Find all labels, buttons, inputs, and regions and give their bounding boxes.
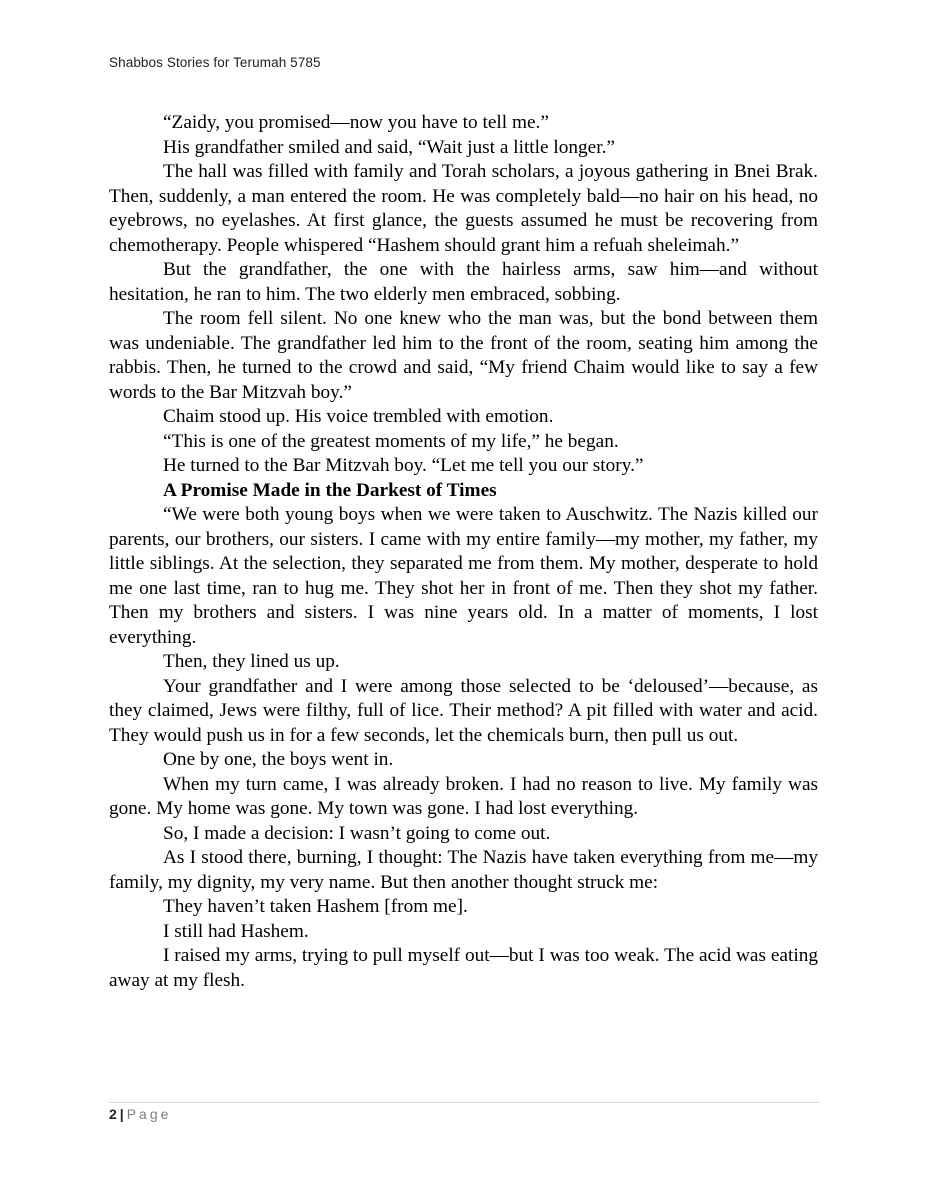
page-footer	[109, 1106, 171, 1122]
paragraph: One by one, the boys went in.	[163, 749, 394, 770]
paragraph: The hall was filled with family and Torah scholars, a joyous gathering in Bnei Brak. Then, suddenly, a man entered the room. He was completely bald—no hair on his head, no eyebrows, no eyelashes. At first glance, the guests assumed he must be recovering from chemotherapy. People whispered “Hashem should grant him a refuah sheleimah.”	[109, 161, 818, 256]
paragraph: “We were both young boys when we were taken to Auschwitz. The Nazis killed our parents, our brothers, our sisters. I came with my entire family—my mother, my father, my little siblings. At the selection, they separated me from them. My mother, desperate to hold me one last time, ran to hug me. They shot her in front of me. Then they shot my father. Then my brothers and sisters. I was nine years old. In a matter of moments, I lost everything.	[109, 504, 818, 648]
page-number: 2	[109, 1106, 117, 1122]
page-header-title: Shabbos Stories for Terumah 5785	[109, 55, 321, 70]
paragraph: I raised my arms, trying to pull myself out—but I was too weak. The acid was eating away at my flesh.	[109, 945, 818, 991]
paragraph: Your grandfather and I were among those selected to be ‘deloused’—because, as they claimed, Jews were filthy, full of lice. Their method? A pit filled with water and acid. They would push us in for a few seconds, let the chemicals burn, then pull us out.	[109, 675, 818, 746]
page-label: Page	[126, 1106, 172, 1122]
paragraph: Chaim stood up. His voice trembled with emotion.	[163, 406, 554, 427]
section-heading: A Promise Made in the Darkest of Times	[163, 479, 497, 501]
document-body	[109, 111, 818, 993]
paragraph: So, I made a decision: I wasn’t going to come out.	[163, 822, 551, 844]
paragraph: They haven’t taken Hashem [from me].	[163, 896, 468, 917]
paragraph: He turned to the Bar Mitzvah boy. “Let me tell you our story.”	[163, 455, 644, 476]
paragraph: As I stood there, burning, I thought: The Nazis have taken everything from me—my family, my dignity, my very name. But then another thought struck me:	[109, 847, 818, 893]
paragraph: When my turn came, I was already broken. I had no reason to live. My family was gone. My home was gone. My town was gone. I had lost everything.	[109, 773, 818, 819]
paragraph: “This is one of the greatest moments of my life,” he began.	[163, 430, 619, 452]
footer-divider	[109, 1102, 820, 1103]
paragraph: “Zaidy, you promised—now you have to tell me.”	[163, 112, 549, 133]
paragraph: I still had Hashem.	[163, 920, 309, 942]
paragraph: Then, they lined us up.	[163, 651, 340, 672]
paragraph: But the grandfather, the one with the hairless arms, saw him—and without hesitation, he ran to him. The two elderly men embraced, sobbing.	[109, 259, 818, 305]
footer-separator: |	[119, 1106, 124, 1122]
paragraph: His grandfather smiled and said, “Wait just a little longer.”	[163, 136, 615, 158]
paragraph: The room fell silent. No one knew who the man was, but the bond between them was undeniable. The grandfather led him to the front of the room, seating him among the rabbis. Then, he turned to the crowd and said, “My friend Chaim would like to say a few words to the Bar Mitzvah boy.”	[109, 308, 818, 403]
